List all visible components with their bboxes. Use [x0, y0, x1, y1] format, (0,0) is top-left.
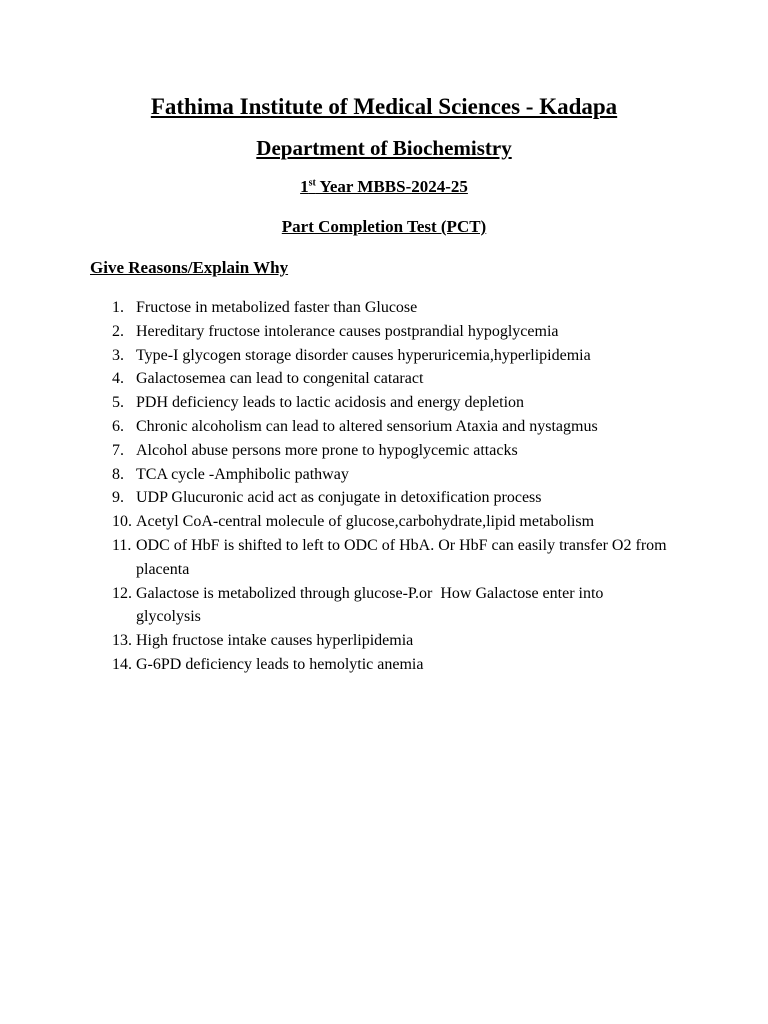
question-text: ODC of HbF is shifted to left to ODC of HbA. Or HbF can easily transfer O2 from placenta — [136, 536, 671, 578]
question-number: 11. — [112, 536, 132, 554]
question-number: 2. — [112, 322, 124, 340]
list-item — [112, 486, 672, 510]
question-text: Acetyl CoA-central molecule of glucose,carbohydrate,lipid metabolism — [136, 513, 595, 531]
department-title: Department of Biochemistry — [256, 136, 512, 160]
list-item — [112, 320, 672, 344]
year-rest: Year MBBS-2024-25 — [315, 177, 468, 196]
list-item — [112, 367, 672, 391]
question-number: 12. — [112, 584, 132, 602]
year-number: 1 — [300, 177, 309, 196]
question-text: TCA cycle -Amphibolic pathway — [136, 465, 349, 483]
list-item — [112, 415, 672, 439]
list-item — [112, 463, 672, 487]
question-text: Type-I glycogen storage disorder causes hyperuricemia,hyperlipidemia — [136, 346, 591, 364]
list-item — [112, 296, 672, 320]
question-number: 7. — [112, 441, 124, 459]
list-item — [112, 439, 672, 463]
list-item — [112, 391, 672, 415]
question-number: 14. — [112, 655, 132, 673]
question-text: Hereditary fructose intolerance causes postprandial hypoglycemia — [136, 322, 559, 340]
question-number: 1. — [112, 299, 124, 316]
question-number: 5. — [112, 394, 124, 412]
year-title — [0, 177, 768, 197]
question-text: UDP Glucuronic acid act as conjugate in detoxification process — [136, 489, 542, 507]
question-number: 3. — [112, 346, 124, 364]
question-text: Galactosemea can lead to congenital cataract — [136, 370, 424, 388]
question-text: Fructose in metabolized faster than Glucose — [136, 299, 418, 316]
list-item — [112, 510, 672, 534]
list-item — [112, 653, 672, 677]
question-text: G-6PD deficiency leads to hemolytic anemia — [136, 655, 424, 673]
institute-title: Fathima Institute of Medical Sciences - Kadapa — [150, 94, 618, 119]
question-text: Galactose is metabolized through glucose-P.or How Galactose enter into glycolysis — [136, 584, 608, 626]
question-number: 6. — [112, 417, 124, 435]
question-number: 8. — [112, 465, 124, 483]
question-list — [112, 296, 672, 677]
test-title: Part Completion Test (PCT) — [281, 217, 487, 236]
question-text: Chronic alcoholism can lead to altered sensorium Ataxia and nystagmus — [136, 417, 598, 435]
question-text: PDH deficiency leads to lactic acidosis and energy depletion — [136, 394, 525, 412]
question-number: 4. — [112, 370, 124, 388]
section-heading: Give Reasons/Explain Why — [90, 258, 289, 277]
list-item — [112, 534, 672, 582]
list-item — [112, 582, 672, 630]
question-number: 10. — [112, 513, 132, 531]
question-text: High fructose intake causes hyperlipidemia — [136, 632, 414, 650]
question-number: 9. — [112, 489, 124, 507]
question-text: Alcohol abuse persons more prone to hypoglycemic attacks — [136, 441, 518, 459]
question-number: 13. — [112, 632, 132, 650]
list-item — [112, 344, 672, 368]
year-suffix: st — [308, 177, 316, 189]
list-item — [112, 629, 672, 653]
